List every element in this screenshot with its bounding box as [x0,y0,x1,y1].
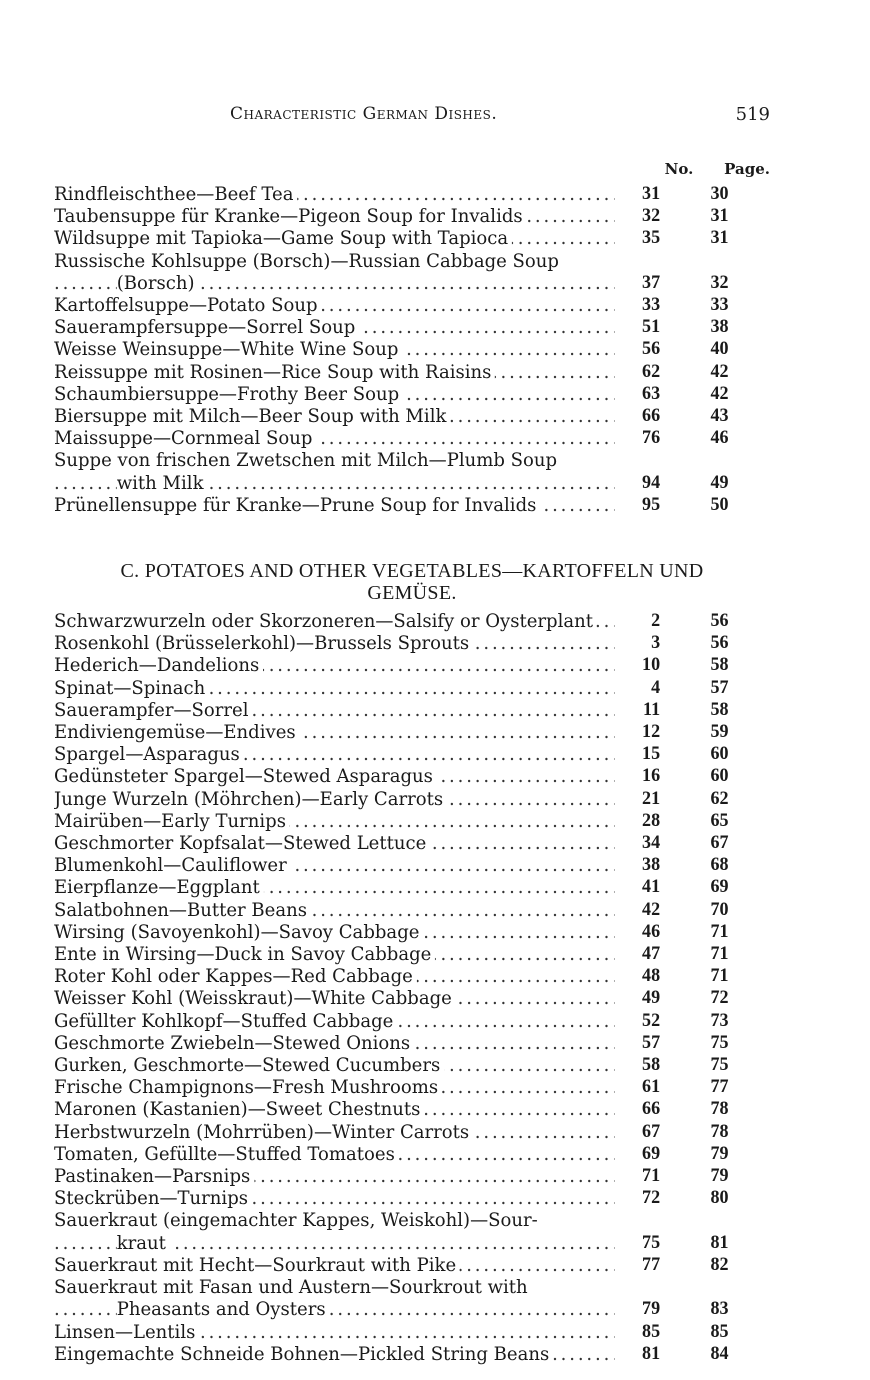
index-entry [54,1321,770,1343]
entry-title: Gurken, Geschmorte—Stewed Cucumbers [54,1054,444,1076]
entry-number: 79 [642,1298,661,1320]
entry-number: 77 [642,1253,661,1275]
index-entry [54,832,770,854]
entry-number: 15 [642,743,661,765]
entry-title: Eierpflanze—Eggplant [54,876,264,898]
entry-page: 70 [710,898,729,920]
entry-page: 49 [710,471,729,493]
entry-page: 81 [710,1231,729,1253]
entry-page: 65 [710,809,729,831]
entry-title: Maissuppe—Cornmeal Soup [54,427,316,449]
entry-page: 32 [710,271,729,293]
entry-number: 28 [642,809,661,831]
entry-title: Rosenkohl (Brüsselerkohl)—Brussels Sprouts [54,632,473,654]
entry-page: 58 [710,698,729,720]
entry-number: 66 [642,1098,661,1120]
index-entry [54,765,770,787]
entry-page: 69 [710,876,729,898]
index-entry [54,383,770,405]
entry-title: Suppe von frischen Zwetschen mit Milch—Plumb Soup [54,449,561,471]
section-c-heading-line1: C. POTATOES AND OTHER VEGETABLES—KARTOFFELN UND [120,560,704,582]
entry-title-continuation: Pheasants and Oysters [117,1298,330,1320]
entry-number: 69 [642,1142,661,1164]
index-entry [54,1098,770,1120]
entry-page: 79 [710,1142,729,1164]
entry-title: Schaumbiersuppe—Frothy Beer Soup [54,383,403,405]
entry-number: 95 [642,493,661,515]
entry-number: 61 [642,1076,661,1098]
entry-title: Ente in Wirsing—Duck in Savoy Cabbage [54,943,435,965]
entry-page: 58 [710,654,729,676]
index-entry [54,965,770,987]
entry-number: 37 [642,271,661,293]
entry-title: Sauerkraut mit Hecht—Sourkraut with Pike [54,1254,460,1276]
index-entry [54,1032,770,1054]
entry-title: Sauerkraut (eingemachter Kappes, Weiskohl)—Sour- [54,1209,542,1231]
entry-title: Gefüllter Kohlkopf—Stuffed Cabbage [54,1010,397,1032]
entry-title: Gedünsteter Spargel—Stewed Asparagus [54,765,437,787]
entry-number: 10 [642,654,661,676]
entry-title: Mairüben—Early Turnips [54,810,290,832]
entry-title-continuation: (Borsch) [117,272,199,294]
entry-title: Sauerampfersuppe—Sorrel Soup [54,316,359,338]
index-entry [54,1298,770,1320]
column-headings [54,160,770,182]
entry-page: 79 [710,1165,729,1187]
entry-page: 80 [710,1187,729,1209]
vegetable-index-list [54,610,770,1365]
entry-title: Weisser Kohl (Weisskraut)—White Cabbage [54,987,456,1009]
entry-title: Roter Kohl oder Kappes—Red Cabbage [54,965,417,987]
entry-page: 30 [710,183,729,204]
entry-title: Reissuppe mit Rosinen—Rice Soup with Raisins [54,361,495,383]
entry-page: 85 [710,1320,729,1342]
entry-title: Junge Wurzeln (Möhrchen)—Early Carrots [54,788,447,810]
section-c-heading-line2: GEMÜSE. [367,582,457,604]
entry-number: 58 [642,1054,661,1076]
entry-title: Spargel—Asparagus [54,743,244,765]
entry-number: 21 [642,787,661,809]
index-entry [54,472,770,494]
entry-title: Salatbohnen—Butter Beans [54,899,311,921]
index-entry [54,610,770,632]
entry-page: 42 [710,360,729,382]
entry-number: 52 [642,1009,661,1031]
index-entry [54,1054,770,1076]
entry-title: Biersuppe mit Milch—Beer Soup with Milk [54,405,450,427]
index-entry-first-line [54,1209,770,1231]
entry-page: 75 [710,1054,729,1076]
entry-page: 31 [710,205,729,227]
index-entry-first-line [54,449,770,471]
entry-title: Geschmorter Kopfsalat—Stewed Lettuce [54,832,430,854]
entry-title: Weisse Weinsuppe—White Wine Soup [54,338,402,360]
entry-number: 76 [642,427,661,449]
entry-page: 71 [710,965,729,987]
entry-number: 41 [642,876,661,898]
entry-title: Kartoffelsuppe—Potato Soup [54,294,321,316]
entry-number: 11 [643,698,661,720]
index-entry [54,294,770,316]
entry-title: Frische Champignons—Fresh Mushrooms [54,1076,442,1098]
index-entry [54,1254,770,1276]
entry-page: 71 [710,920,729,942]
entry-number: 46 [642,920,661,942]
entry-page: 33 [710,294,729,316]
entry-title: Steckrüben—Turnips [54,1187,252,1209]
entry-page: 31 [710,227,729,249]
page-number: 519 [735,104,770,125]
column-heading-page: Page. [724,160,770,178]
entry-page: 43 [710,405,729,427]
entry-number: 67 [642,1120,661,1142]
index-entry [54,921,770,943]
entry-page: 46 [710,427,729,449]
index-entry [54,1165,770,1187]
entry-number: 38 [642,854,661,876]
entry-number: 32 [642,205,661,227]
index-entry [54,338,770,360]
index-entry [54,227,770,249]
entry-page: 77 [710,1076,729,1098]
soup-index-list [54,183,770,516]
entry-page: 38 [710,316,729,338]
entry-title: Sauerkraut mit Fasan und Austern—Sourkrout with [54,1276,531,1298]
entry-number: 3 [651,632,661,654]
index-entry [54,876,770,898]
entry-title: Herbstwurzeln (Mohrrüben)—Winter Carrots [54,1121,473,1143]
index-entry-first-line [54,1276,770,1298]
entry-page: 60 [710,743,729,765]
index-entry [54,654,770,676]
entry-number: 12 [642,721,661,743]
entry-title: Endiviengemüse—Endives [54,721,299,743]
index-entry [54,361,770,383]
entry-page: 73 [710,1009,729,1031]
entry-page: 62 [710,787,729,809]
index-entry [54,943,770,965]
entry-title: Maronen (Kastanien)—Sweet Chestnuts [54,1098,424,1120]
entry-title: Taubensuppe für Kranke—Pigeon Soup for Invalids [54,205,526,227]
entry-number: 57 [642,1031,661,1053]
index-entry [54,788,770,810]
index-entry [54,987,770,1009]
entry-page: 78 [710,1120,729,1142]
index-entry [54,632,770,654]
index-entry [54,272,770,294]
index-entry [54,743,770,765]
entry-title: Sauerampfer—Sorrel [54,699,252,721]
entry-title: Russische Kohlsuppe (Borsch)—Russian Cabbage Soup [54,250,563,272]
index-entry [54,1232,770,1254]
index-entry [54,1121,770,1143]
entry-title: Geschmorte Zwiebeln—Stewed Onions [54,1032,414,1054]
entry-page: 57 [710,676,729,698]
entry-number: 33 [642,294,661,316]
entry-number: 75 [642,1231,661,1253]
index-entry [54,699,770,721]
entry-number: 62 [642,360,661,382]
entry-title-continuation: kraut [117,1232,170,1254]
entry-number: 42 [642,898,661,920]
entry-title: Blumenkohl—Cauliflower [54,854,291,876]
entry-number: 81 [642,1342,661,1364]
entry-page: 83 [710,1298,729,1320]
entry-number: 51 [642,316,661,338]
entry-number: 48 [642,965,661,987]
entry-number: 49 [642,987,661,1009]
entry-number: 35 [642,227,661,249]
index-entry [54,1010,770,1032]
entry-title: Tomaten, Gefüllte—Stuffed Tomatoes [54,1143,399,1165]
entry-number: 31 [642,183,661,204]
entry-page: 71 [710,943,729,965]
index-entry [54,721,770,743]
index-entry [54,1343,770,1365]
index-entry [54,1143,770,1165]
entry-number: 16 [642,765,661,787]
entry-title: Hederich—Dandelions [54,654,263,676]
entry-page: 56 [710,610,729,631]
entry-title: Pastinaken—Parsnips [54,1165,254,1187]
entry-number: 66 [642,405,661,427]
entry-number: 56 [642,338,661,360]
entry-page: 84 [710,1342,729,1364]
index-entry [54,494,770,516]
entry-title: Schwarzwurzeln oder Skorzoneren—Salsify or Oysterplant [54,610,597,632]
entry-page: 72 [710,987,729,1009]
entry-title: Rindfleischthee—Beef Tea [54,183,297,205]
entry-number: 47 [642,943,661,965]
entry-page: 42 [710,382,729,404]
index-entry [54,205,770,227]
entry-page: 82 [710,1253,729,1275]
entry-title: Eingemachte Schneide Bohnen—Pickled String Beans [54,1343,553,1365]
running-title: Characteristic German Dishes. [230,104,498,124]
running-head [54,104,770,128]
entry-number: 71 [642,1165,661,1187]
entry-page: 75 [710,1031,729,1053]
entry-title: Wildsuppe mit Tapioka—Game Soup with Tapioca [54,227,512,249]
entry-page: 67 [710,832,729,854]
index-entry [54,810,770,832]
index-entry [54,405,770,427]
index-entry-first-line [54,250,770,272]
column-heading-no: No. [664,160,694,178]
index-entry [54,899,770,921]
entry-title: Spinat—Spinach [54,677,209,699]
entry-page: 78 [710,1098,729,1120]
entry-number: 34 [642,832,661,854]
entry-number: 94 [642,471,661,493]
entry-page: 60 [710,765,729,787]
entry-title: Wirsing (Savoyenkohl)—Savoy Cabbage [54,921,423,943]
entry-page: 59 [710,721,729,743]
entry-number: 72 [642,1187,661,1209]
entry-title-continuation: with Milk [117,472,208,494]
index-entry [54,427,770,449]
entry-page: 40 [710,338,729,360]
entry-page: 50 [710,493,729,515]
index-entry [54,854,770,876]
entry-number: 63 [642,382,661,404]
index-entry [54,1076,770,1098]
index-entry [54,316,770,338]
entry-number: 85 [642,1320,661,1342]
entry-title: Prünellensuppe für Kranke—Prune Soup for Invalids [54,494,540,516]
entry-page: 56 [710,632,729,654]
index-entry [54,1187,770,1209]
index-entry [54,677,770,699]
entry-number: 4 [651,676,661,698]
section-c-heading [54,560,770,604]
index-entry [54,183,770,205]
entry-page: 68 [710,854,729,876]
entry-title: Linsen—Lentils [54,1321,199,1343]
entry-number: 2 [651,610,661,631]
